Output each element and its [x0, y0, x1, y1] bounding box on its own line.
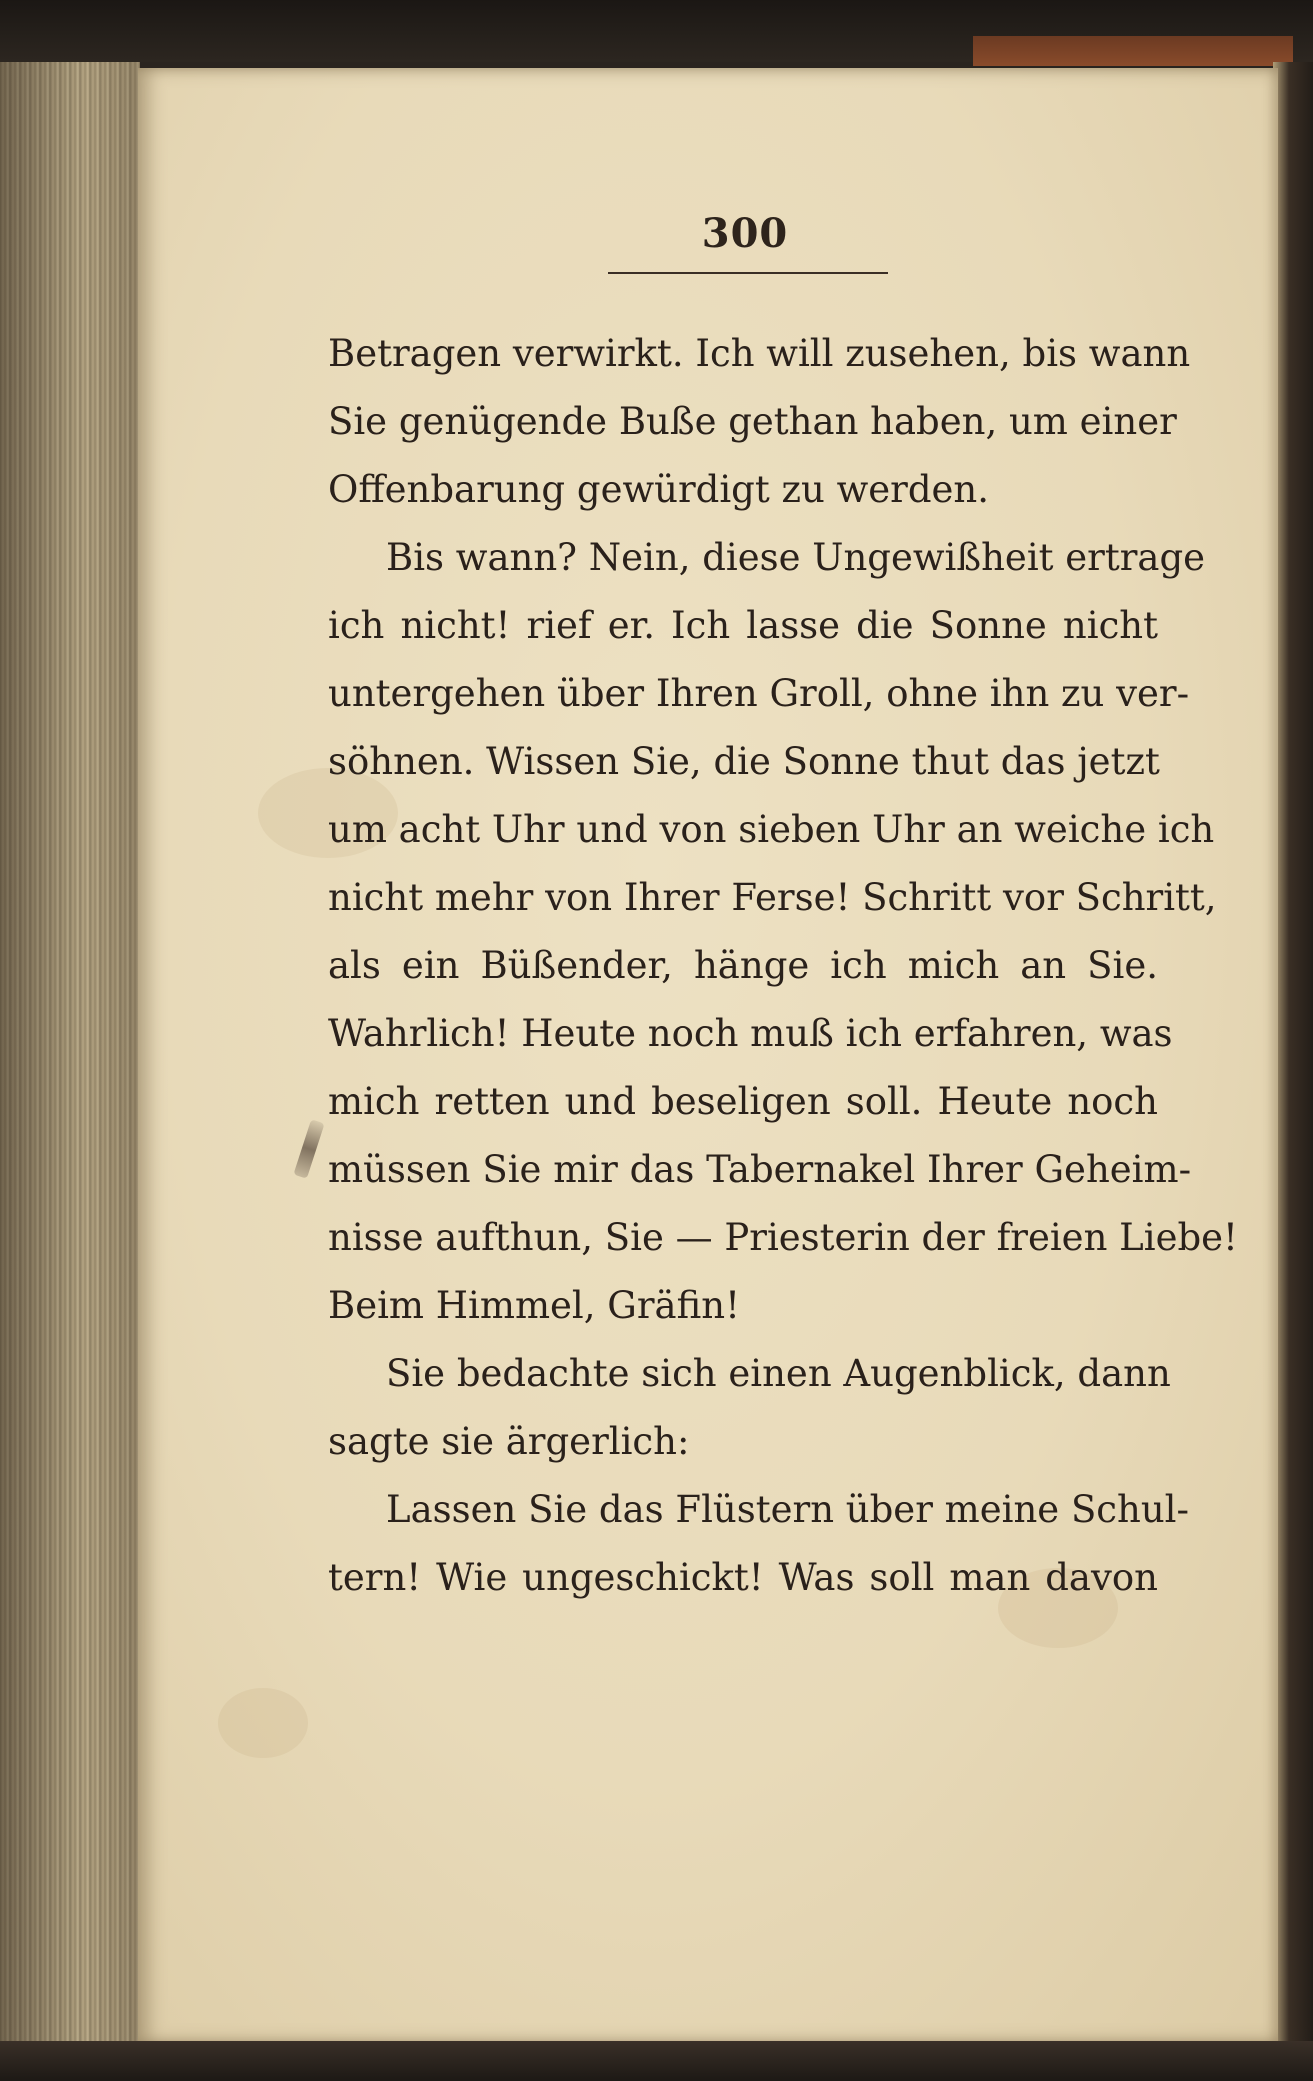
page-number: 300 [701, 210, 789, 257]
text-line: als ein Büßender, hänge ich mich an Sie. [328, 944, 1158, 987]
book-gutter-edge [1273, 62, 1313, 2042]
text-line: Sie bedachte sich einen Augenblick, dann [386, 1352, 1171, 1395]
text-line: untergehen über Ihren Groll, ohne ihn zu ver- [328, 672, 1190, 715]
book-cover-bottom-edge [0, 2041, 1313, 2081]
text-line: um acht Uhr und von sieben Uhr an weiche ich [328, 808, 1215, 851]
text-line: sagte sie ärgerlich: [328, 1420, 690, 1463]
text-line: nisse aufthun, Sie — Priesterin der freien Liebe! [328, 1216, 1238, 1259]
text-line: müssen Sie mir das Tabernakel Ihrer Geheim- [328, 1148, 1192, 1191]
book-spine-binding [973, 36, 1293, 66]
text-line: nicht mehr von Ihrer Ferse! Schritt vor Schritt, [328, 876, 1217, 919]
text-line: Beim Himmel, Gräfin! [328, 1284, 740, 1327]
text-line: Bis wann? Nein, diese Ungewißheit ertrage [386, 536, 1206, 579]
text-line: ich nicht! rief er. Ich lasse die Sonne nicht [328, 604, 1158, 647]
text-line: mich retten und beseligen soll. Heute noch [328, 1080, 1158, 1123]
paper-stain [218, 1688, 308, 1758]
page-block-shadow [0, 62, 140, 2042]
text-line: Offenbarung gewürdigt zu werden. [328, 468, 989, 511]
text-line: Betragen verwirkt. Ich will zusehen, bis wann [328, 332, 1191, 375]
header-rule [608, 272, 888, 274]
text-line: Lassen Sie das Flüstern über meine Schul- [386, 1488, 1190, 1531]
text-line: Wahrlich! Heute noch muß ich erfahren, was [328, 1012, 1173, 1055]
text-line: söhnen. Wissen Sie, die Sonne thut das jetzt [328, 740, 1160, 783]
text-line: Sie genügende Buße gethan haben, um einer [328, 400, 1177, 443]
text-line: tern! Wie ungeschickt! Was soll man davon [328, 1556, 1158, 1599]
body-text [328, 320, 1238, 1612]
